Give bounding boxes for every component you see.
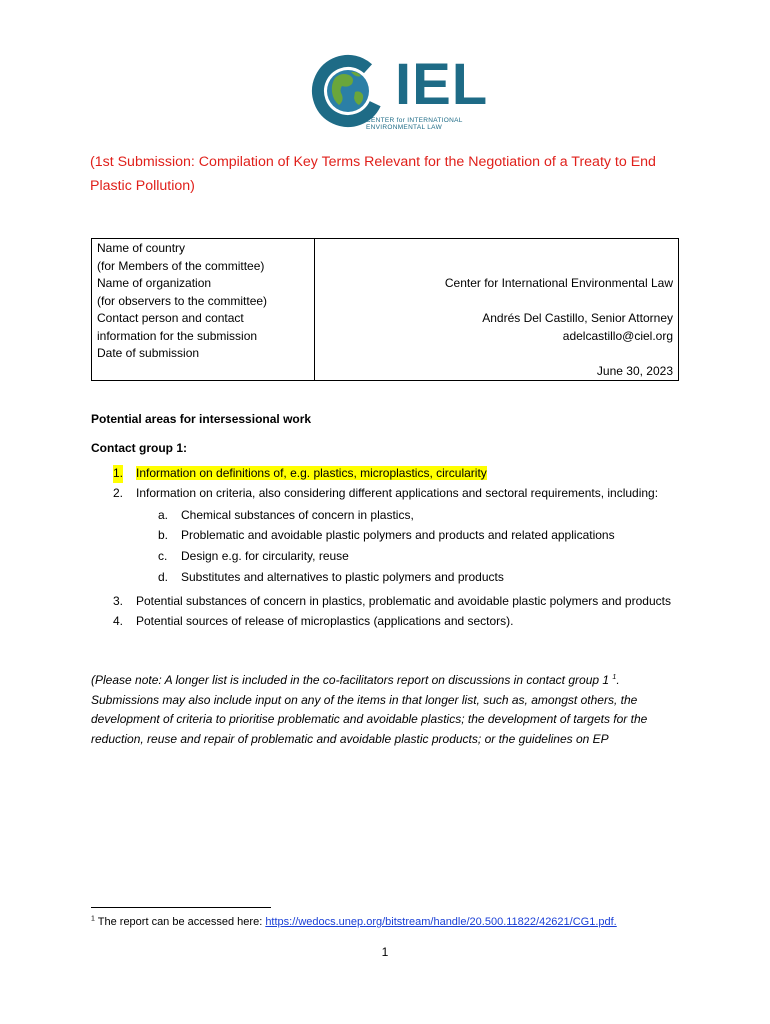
group-heading: Contact group 1:: [91, 441, 187, 455]
value-cell: [315, 239, 679, 381]
note-paragraph: (Please note: A longer list is included in the co-facilitators report on discussions in contact group 1 $^1$. Submissions may also include input on any of the items in that longer list, such as, amongst others, the development of criteria to prioritise problematic and avoidable plastics; the development of targets for the reduction, reuse and repair of problematic and avoidable plastic products; or the guidelines on EP: [91, 673, 648, 746]
org-label: Name of organization: [97, 276, 212, 290]
footnote-ref: 1: [612, 674, 617, 681]
contact-label-2: information for the submission: [97, 328, 258, 343]
date-label: Date of submission: [97, 346, 200, 360]
document-title: (1st Submission: Compilation of Key Terms Relevant for the Negotiation of a Treaty to End Plastic Pollution): [90, 154, 656, 194]
table-row-country: [92, 239, 679, 381]
footnote-divider: [91, 907, 271, 908]
list-item: 1. Information on definitions of, e.g. plastics, microplastics, circularity: [91, 465, 681, 483]
list-item-text: Potential sources of release of microplastics (applications and sectors).: [136, 613, 514, 628]
org-label-note: (for observers to the committee): [97, 293, 268, 308]
contact-value-email: adelcastillo@ciel.org: [562, 328, 673, 343]
list-item: 4. Potential sources of release of microplastics (applications and sectors).: [113, 613, 514, 628]
list-item-text: Potential substances of concern in plastics, problematic and avoidable plastic polymers and products: [136, 593, 671, 608]
list-item-text-highlighted: Information on definitions of, e.g. plastics, microplastics, circularity: [136, 466, 487, 480]
contact-value-name: Andrés Del Castillo, Senior Attorney: [482, 311, 673, 325]
date-value: June 30, 2023: [596, 363, 673, 378]
sub-list-item: d. Substitutes and alternatives to plastic polymers and products: [158, 569, 504, 584]
country-label-note: (for Members of the committee): [97, 258, 265, 273]
sub-list-item: b. Problematic and avoidable plastic polymers and products and related applications: [158, 528, 615, 543]
logo-tagline: [366, 117, 486, 131]
logo-tagline-line-1: CENTER for INTERNATIONAL: [366, 117, 463, 124]
logo-tagline-line-2: ENVIRONMENTAL LAW: [366, 124, 443, 131]
country-label: Name of country: [97, 241, 186, 255]
country-label-cell: [92, 239, 315, 381]
list-item: 2. Information on criteria, also considering different applications and sectoral requirements, including:: [113, 485, 659, 500]
contact-label-1: Contact person and contact: [97, 311, 244, 325]
sub-list-item: c. Design e.g. for circularity, reuse: [158, 549, 349, 564]
submission-info-table: [91, 238, 679, 381]
sub-list-item: a. Chemical substances of concern in plastics,: [158, 507, 414, 522]
list-item: 3. Potential substances of concern in plastics, problematic and avoidable plastic polymers and products: [113, 593, 671, 608]
items-list: [91, 465, 681, 630]
list-item-text: Information on criteria, also considering different applications and sectoral requirements, including:: [136, 485, 659, 500]
footnote-link[interactable]: https://wedocs.unep.org/bitstream/handle/20.500.11822/42621/CG1.pdf.: [265, 916, 617, 928]
logo-wordmark: IEL: [395, 52, 489, 117]
org-value: Center for International Environmental Law: [444, 276, 673, 290]
footnote: $^1$ The report can be accessed here: https://wedocs.unep.org/bitstream/handle/20.500.11822/42621/CG1.pdf.: [91, 915, 617, 928]
section-heading: Potential areas for intersessional work: [91, 412, 312, 426]
page-number: 1: [381, 945, 389, 959]
